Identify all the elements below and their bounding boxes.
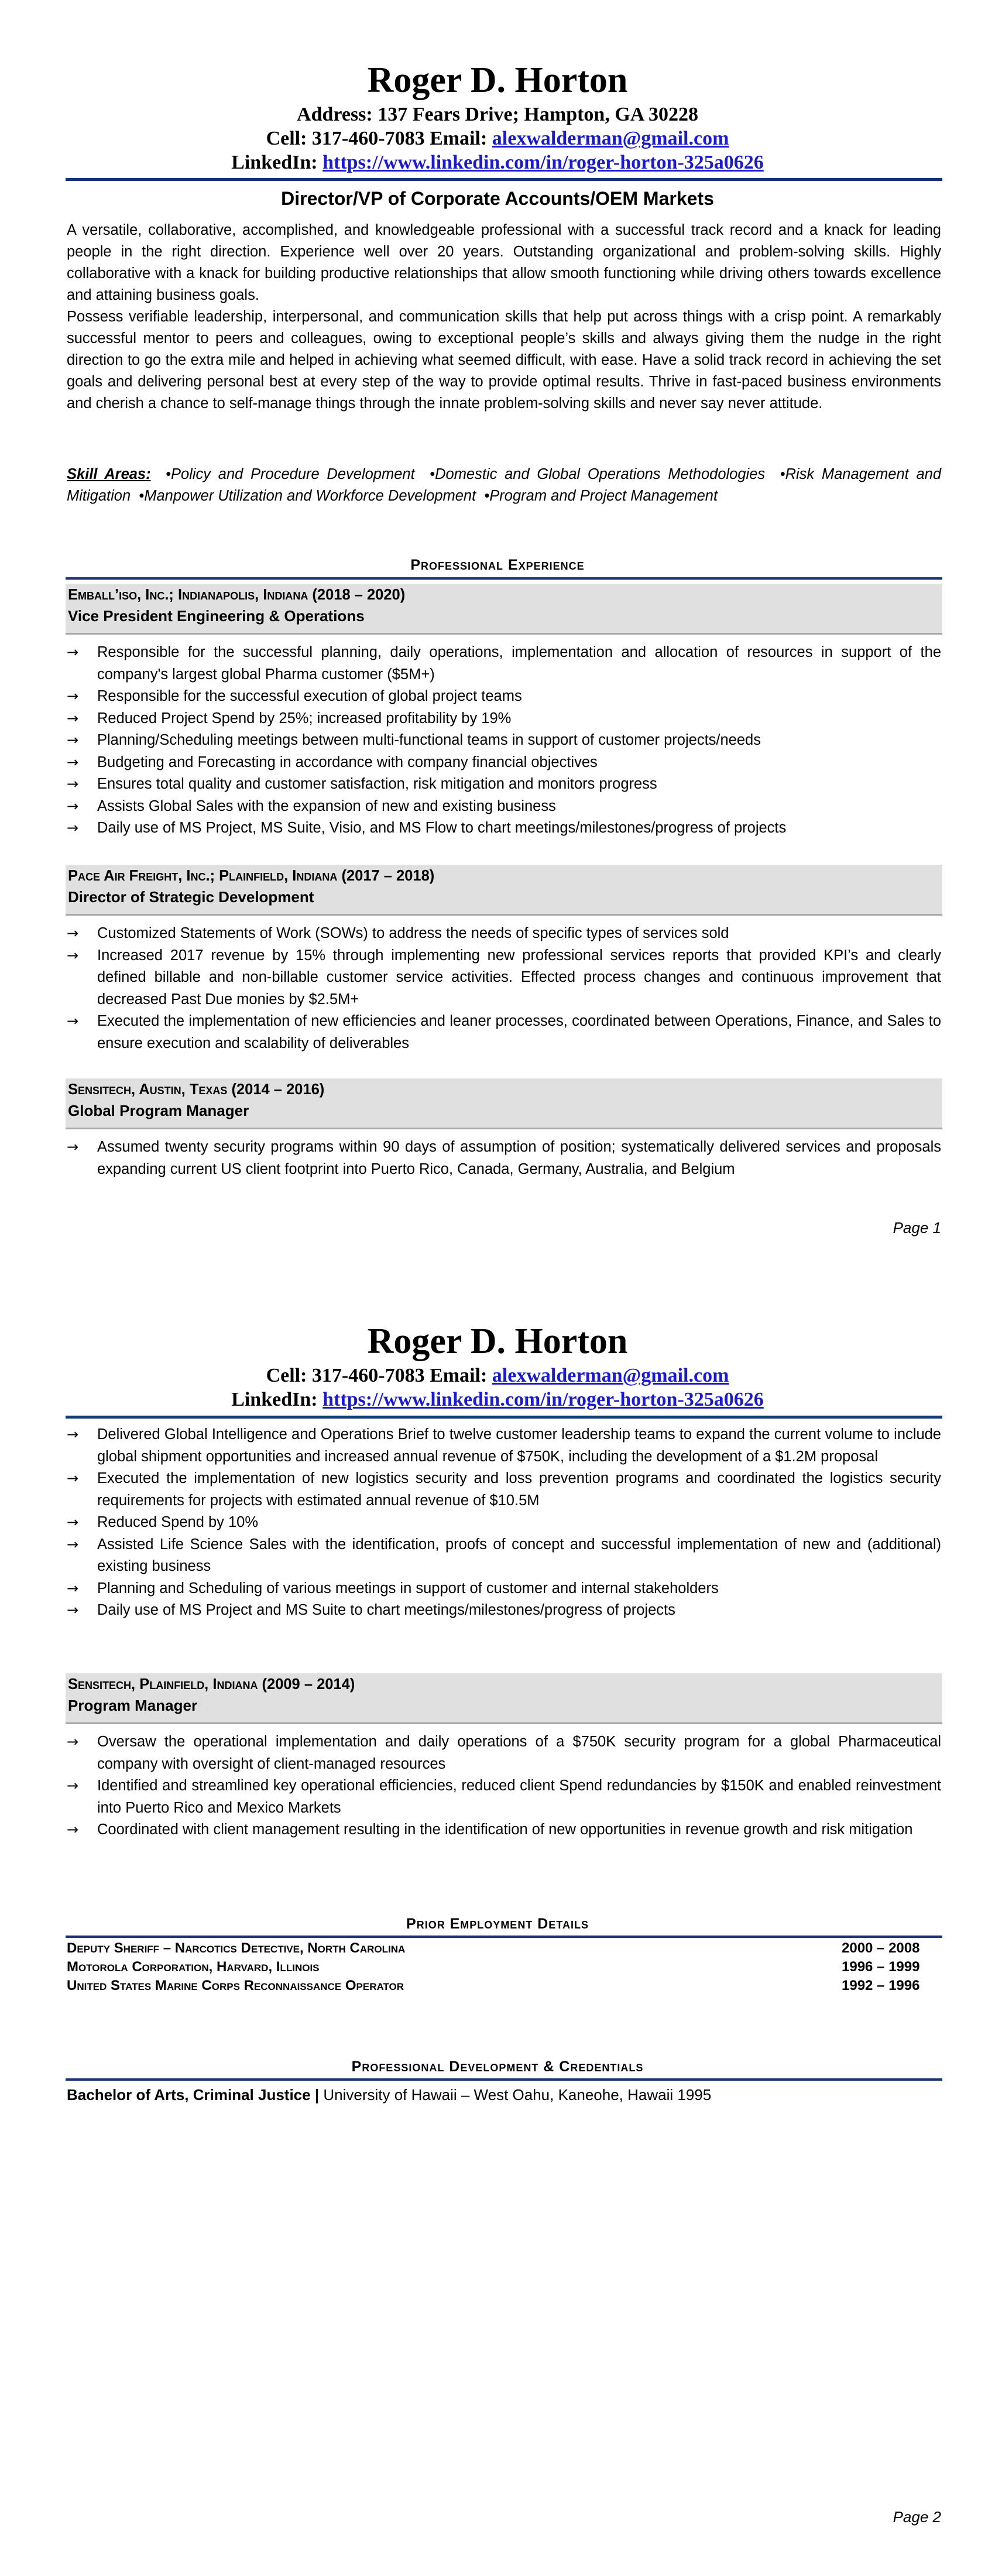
- arrow-icon: →: [67, 820, 79, 836]
- arrow-icon: →: [67, 925, 79, 941]
- job-title: Vice President Engineering & Operations: [68, 607, 365, 625]
- prior-employment-list: [67, 1939, 941, 1995]
- header-divider: [66, 1416, 942, 1419]
- arrow-icon: →: [67, 732, 79, 748]
- skill-item: Manpower Utilization and Workforce Development: [144, 488, 476, 504]
- skill-item: Program and Project Management: [489, 488, 718, 504]
- bullet-item: → Increased 2017 revenue by 15% through implementing new professional services reports that provided KPI’s and clearly defined billable and non-billable customer service activities. Effected process changes and continuous improvement that decreased Past Due monies by $2.5M+: [67, 945, 941, 1011]
- section-divider: [66, 1936, 942, 1938]
- prior-years: 1992 – 1996: [842, 1978, 920, 1993]
- prior-years: 1996 – 1999: [842, 1959, 920, 1975]
- candidate-name: Roger D. Horton: [367, 60, 628, 100]
- arrow-icon: →: [67, 1013, 79, 1029]
- job-header: [66, 1673, 942, 1724]
- arrow-icon: →: [67, 1139, 79, 1155]
- arrow-icon: →: [67, 753, 79, 770]
- skill-item: Policy and Procedure Development: [171, 466, 415, 482]
- bullet-item: → Planning/Scheduling meetings between multi-functional teams in support of customer projects/needs: [67, 729, 941, 752]
- bullet-item: → Daily use of MS Project, MS Suite, Visio, and MS Flow to chart meetings/milestones/progress of projects: [67, 817, 941, 840]
- linkedin-line: [0, 1388, 995, 1412]
- prior-role: Deputy Sheriff – Narcotics Detective, North Carolina: [67, 1940, 406, 1956]
- job-title: Director of Strategic Development: [68, 888, 314, 906]
- cell-value: 317-460-7083: [311, 128, 425, 149]
- bullet-item: → Assisted Life Science Sales with the identification, proofs of concept and successful implementation of new and (additional) existing business: [67, 1534, 941, 1578]
- arrow-icon: →: [67, 1514, 79, 1530]
- prior-role: Motorola Corporation, Harvard, Illinois: [67, 1959, 320, 1975]
- email-label: Email:: [430, 1365, 488, 1386]
- arrow-icon: →: [67, 1777, 79, 1794]
- bullet-item: → Reduced Project Spend by 25%; increased profitability by 19%: [67, 708, 941, 730]
- skill-item: Domestic and Global Operations Methodologies: [435, 466, 766, 482]
- summary-paragraph-1: A versatile, collaborative, accomplished, and knowledgeable professional with a successful track record and a knack for leading people in the right direction. Experience well over 20 years. Outstanding organizational and problem-solving skills. Highly collaborative with a knack for building productive relationships that allow smooth functioning while driving others towards excellence and attaining business goals.: [67, 222, 941, 303]
- education-line: [67, 2084, 941, 2105]
- linkedin-label: LinkedIn:: [231, 1389, 318, 1410]
- arrow-icon: →: [67, 1734, 79, 1750]
- summary-paragraph-2: Possess verifiable leadership, interpersonal, and communication skills that help put across things with a crisp point. A remarkably successful mentor to peers and colleagues, owing to exceptional people’s skills and always giving them the nudge in the right direction to go the extra mile and helped in achieving what seemed difficult, with ease. Have a solid track record in achieving the set goals and delivering personal best at every step of the way to provide optimal results. Thrive in fast-paced business environments and cherish a chance to self-manage things through the innate problem-solving skills and never say never attitude.: [67, 309, 941, 412]
- job-company: Sensitech, Austin, Texas (2014 – 2016): [68, 1081, 325, 1098]
- email-link[interactable]: alexwalderman@gmail.com: [492, 1365, 729, 1386]
- arrow-icon: →: [67, 710, 79, 727]
- page-number: Page 2: [893, 2508, 941, 2526]
- headline: Director/VP of Corporate Accounts/OEM Markets: [281, 188, 714, 209]
- job-header: [66, 584, 942, 635]
- bullet-item: → Daily use of MS Project and MS Suite to chart meetings/milestones/progress of projects: [67, 1599, 941, 1622]
- skill-areas: Skill Areas: •Policy and Procedure Development •Domestic and Global Operations Methodologies •Risk Management and Mitigation •Manpower Utilization and Workforce Development •Program and Project Management: [67, 466, 941, 504]
- linkedin-label: LinkedIn:: [231, 152, 318, 173]
- bullet-item: → Assumed twenty security programs within 90 days of assumption of position; systematically delivered services and proposals expanding current US client footprint into Puerto Rico, Canada, Germany, Australia, and Belgium: [67, 1136, 941, 1180]
- bullet-item: → Executed the implementation of new logistics security and loss prevention programs and coordinated the logistics security requirements for projects with estimated annual revenue of $10.5M: [67, 1468, 941, 1512]
- bullet-item: → Oversaw the operational implementation and daily operations of a $750K security program for a global Pharmaceutical company with oversight of client-managed resources: [67, 1731, 941, 1775]
- bullet-item: → Responsible for the successful planning, daily operations, implementation and allocation of resources in support of the company's largest global Pharma customer ($5M+): [67, 642, 941, 686]
- education-degree: Bachelor of Arts, Criminal Justice |: [67, 2086, 320, 2104]
- address-line: [0, 103, 995, 126]
- arrow-icon: →: [67, 1536, 79, 1553]
- prior-employment-row: [67, 1958, 941, 1976]
- job-title: Program Manager: [68, 1697, 198, 1714]
- candidate-name: Roger D. Horton: [367, 1321, 628, 1361]
- cell-value: 317-460-7083: [311, 1365, 425, 1386]
- skill-areas-label: Skill Areas:: [67, 466, 151, 482]
- prior-role: United States Marine Corps Reconnaissance Operator: [67, 1978, 404, 1993]
- job-company: Sensitech, Plainfield, Indiana (2009 – 2014): [68, 1676, 355, 1693]
- bullet-item: → Ensures total quality and customer satisfaction, risk mitigation and monitors progress: [67, 773, 941, 796]
- email-label: Email:: [430, 128, 488, 149]
- page-number: Page 1: [893, 1219, 941, 1236]
- job-bullets: [67, 1731, 941, 1841]
- arrow-icon: →: [67, 947, 79, 964]
- education-school: University of Hawaii – West Oahu, Kaneohe, Hawaii 1995: [323, 2086, 712, 2104]
- linkedin-link[interactable]: https://www.linkedin.com/in/roger-horton-325a0626: [322, 152, 764, 173]
- job-company: Emball’iso, Inc.; Indianapolis, Indiana (2018 – 2020): [68, 587, 406, 603]
- cell-label: Cell:: [266, 128, 307, 149]
- bullet-item: → Planning and Scheduling of various meetings in support of customer and internal stakeholders: [67, 1578, 941, 1600]
- prior-employment-row: [67, 1939, 941, 1958]
- arrow-icon: →: [67, 1426, 79, 1443]
- arrow-icon: →: [67, 1580, 79, 1597]
- linkedin-line: [0, 151, 995, 174]
- arrow-icon: →: [67, 644, 79, 660]
- bullet-item: → Executed the implementation of new efficiencies and leaner processes, coordinated between Operations, Finance, and Sales to ensure execution and scalability of deliverables: [67, 1010, 941, 1054]
- arrow-icon: →: [67, 776, 79, 792]
- section-divider: [66, 577, 942, 580]
- cell-label: Cell:: [266, 1365, 307, 1386]
- bullet-item: → Delivered Global Intelligence and Operations Brief to twelve customer leadership teams to expand the current volume to include global shipment opportunities and increased annual revenue of $750K, including the development of a $1.2M proposal: [67, 1424, 941, 1468]
- job-bullets: [67, 1136, 941, 1180]
- section-title-development: Professional Development & Credentials: [351, 2058, 644, 2075]
- section-title-prior-employment: Prior Employment Details: [406, 1916, 589, 1932]
- job-bullets: [67, 642, 941, 840]
- job-header: [66, 1078, 942, 1129]
- arrow-icon: →: [67, 1602, 79, 1618]
- bullet-item: → Reduced Spend by 10%: [67, 1512, 941, 1534]
- job-bullets: [67, 923, 941, 1054]
- bullet-item: → Budgeting and Forecasting in accordance with company financial objectives: [67, 752, 941, 774]
- section-divider: [66, 2078, 942, 2081]
- phone-email-line: [0, 127, 995, 150]
- section-title-experience: Professional Experience: [410, 557, 585, 573]
- job-company: Pace Air Freight, Inc.; Plainfield, Indiana (2017 – 2018): [68, 868, 435, 884]
- skill-item: Risk Management and Mitigation: [67, 466, 941, 504]
- arrow-icon: →: [67, 1470, 79, 1486]
- job-header: [66, 865, 942, 916]
- header-divider: [66, 178, 942, 181]
- bullet-item: → Customized Statements of Work (SOWs) to address the needs of specific types of services sold: [67, 923, 941, 945]
- bullet-item: → Responsible for the successful execution of global project teams: [67, 686, 941, 708]
- arrow-icon: →: [67, 1821, 79, 1838]
- address-label: Address:: [297, 104, 373, 125]
- bullet-item: → Identified and streamlined key operational efficiencies, reduced client Spend redundancies by $150K and enabled reinvestment into Puerto Rico and Mexico Markets: [67, 1775, 941, 1819]
- email-link[interactable]: alexwalderman@gmail.com: [492, 128, 729, 149]
- prior-years: 2000 – 2008: [842, 1940, 920, 1956]
- arrow-icon: →: [67, 797, 79, 814]
- linkedin-link[interactable]: https://www.linkedin.com/in/roger-horton-325a0626: [322, 1389, 764, 1410]
- phone-email-line: [0, 1364, 995, 1388]
- resume-page-2: [0, 1288, 995, 2576]
- address-value: 137 Fears Drive; Hampton, GA 30228: [378, 104, 698, 125]
- job-title: Global Program Manager: [68, 1102, 249, 1119]
- prior-employment-row: [67, 1976, 941, 1995]
- bullet-item: → Assists Global Sales with the expansion of new and existing business: [67, 796, 941, 818]
- job-bullets-continued: [67, 1424, 941, 1622]
- bullet-item: → Coordinated with client management resulting in the identification of new opportunities in revenue growth and risk mitigation: [67, 1819, 941, 1841]
- arrow-icon: →: [67, 688, 79, 704]
